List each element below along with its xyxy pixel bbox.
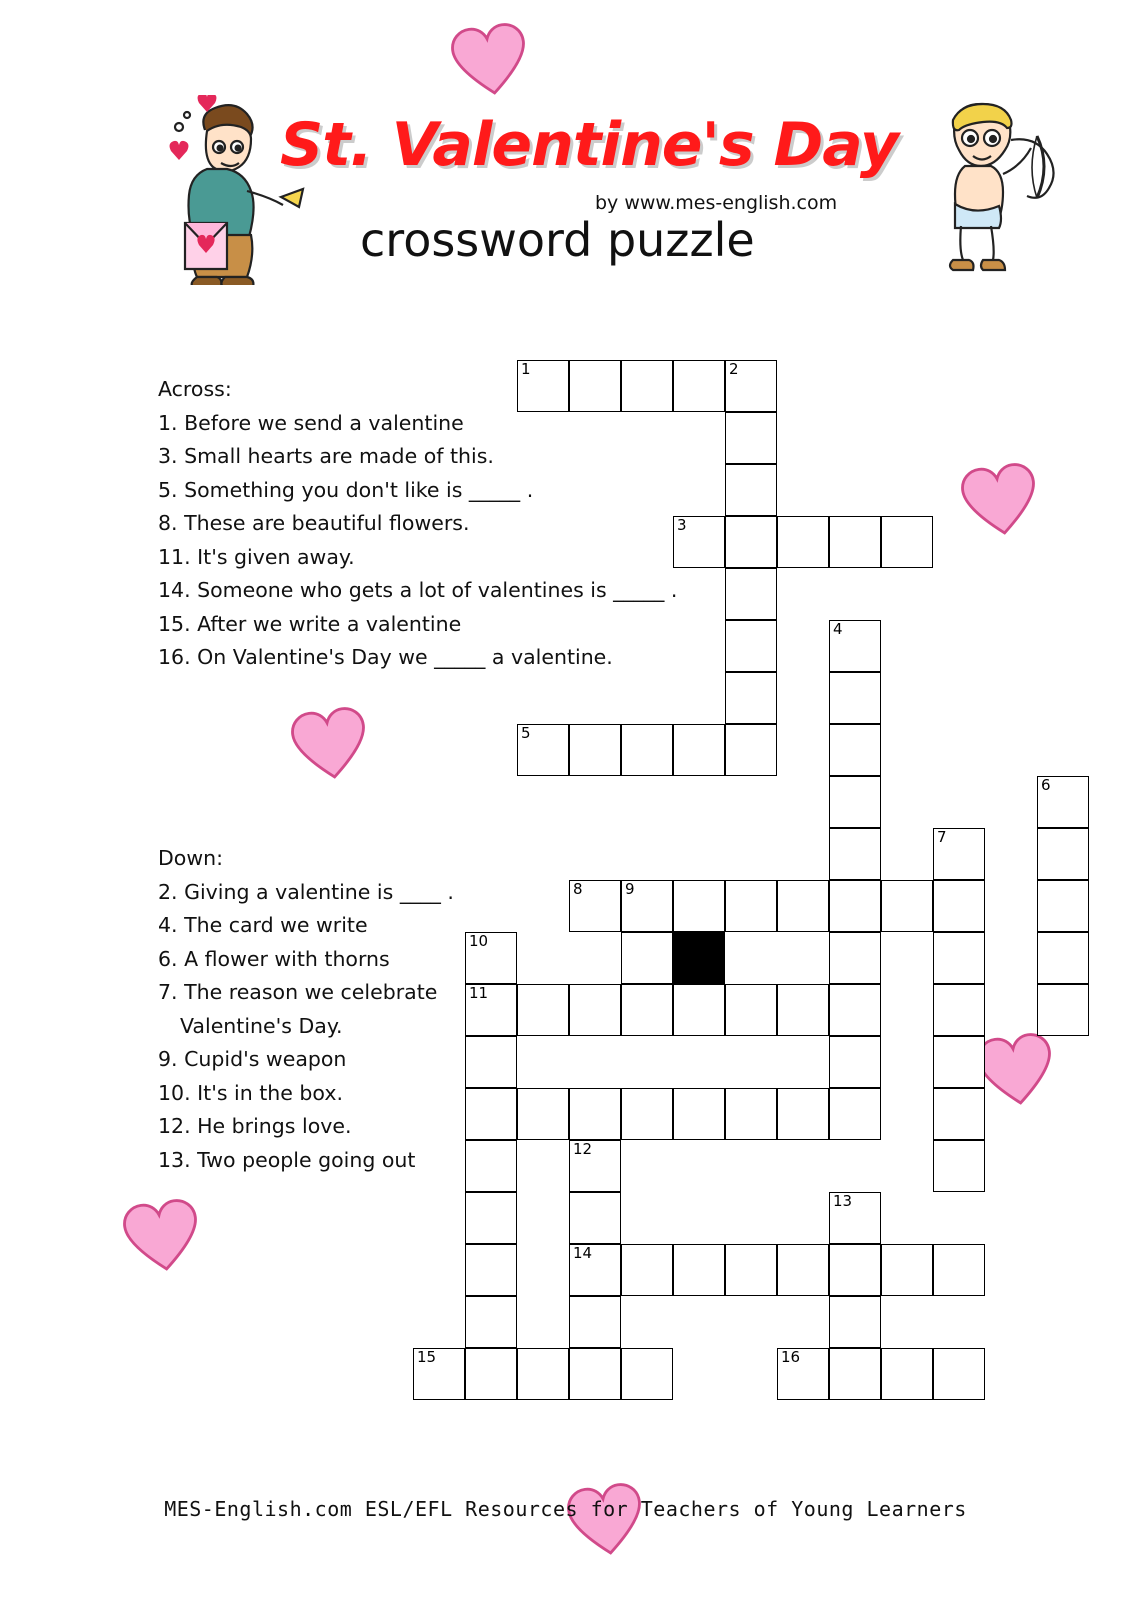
- grid-cell[interactable]: [673, 984, 725, 1036]
- across-clue: 16. On Valentine's Day we _____ a valentine.: [158, 645, 613, 669]
- down-clue: 4. The card we write: [158, 913, 368, 937]
- grid-cell[interactable]: [1037, 984, 1089, 1036]
- grid-cell-number: 5: [521, 724, 531, 742]
- across-clue: 3. Small hearts are made of this.: [158, 444, 494, 468]
- grid-cell[interactable]: [829, 1296, 881, 1348]
- grid-cell-number: 13: [833, 1192, 853, 1210]
- down-heading: Down:: [158, 846, 223, 870]
- grid-cell-number: 1: [521, 360, 531, 378]
- down-clue: 12. He brings love.: [158, 1114, 352, 1138]
- grid-cell[interactable]: [933, 880, 985, 932]
- grid-cell[interactable]: [933, 1140, 985, 1192]
- page-subtitle: crossword puzzle: [360, 213, 755, 267]
- grid-cell[interactable]: [621, 1244, 673, 1296]
- down-clue: 9. Cupid's weapon: [158, 1047, 347, 1071]
- grid-cell-blocked: [673, 932, 725, 984]
- grid-cell[interactable]: [725, 568, 777, 620]
- grid-cell[interactable]: [933, 984, 985, 1036]
- grid-cell[interactable]: [725, 412, 777, 464]
- grid-cell[interactable]: [673, 724, 725, 776]
- grid-cell-number: 3: [677, 516, 687, 534]
- grid-cell-number: 16: [781, 1348, 801, 1366]
- grid-cell[interactable]: [1037, 880, 1089, 932]
- grid-cell[interactable]: [465, 1088, 517, 1140]
- grid-cell[interactable]: [517, 724, 569, 776]
- grid-cell[interactable]: [673, 516, 725, 568]
- grid-cell[interactable]: [569, 1088, 621, 1140]
- grid-cell[interactable]: [725, 1088, 777, 1140]
- across-clue: 5. Something you don't like is _____ .: [158, 477, 534, 502]
- grid-cell[interactable]: [621, 1088, 673, 1140]
- grid-cell[interactable]: [829, 672, 881, 724]
- grid-cell[interactable]: [829, 1036, 881, 1088]
- grid-cell[interactable]: [673, 880, 725, 932]
- grid-cell[interactable]: [621, 724, 673, 776]
- grid-cell[interactable]: [829, 1244, 881, 1296]
- grid-cell[interactable]: [933, 932, 985, 984]
- grid-cell[interactable]: [829, 516, 881, 568]
- across-clue: 1. Before we send a valentine: [158, 410, 464, 435]
- grid-cell[interactable]: [1037, 932, 1089, 984]
- grid-cell[interactable]: [725, 672, 777, 724]
- grid-cell[interactable]: [413, 1348, 465, 1400]
- grid-cell[interactable]: [881, 1244, 933, 1296]
- down-clue: 10. It's in the box.: [158, 1080, 343, 1105]
- byline: by www.mes-english.com: [595, 192, 838, 214]
- down-clue: 13. Two people going out: [158, 1147, 416, 1172]
- grid-cell[interactable]: [725, 620, 777, 672]
- grid-cell[interactable]: [465, 1036, 517, 1088]
- grid-cell[interactable]: [569, 1296, 621, 1348]
- footer: MES-English.com ESL/EFL Resources for Teachers of Young Learners: [164, 1497, 967, 1521]
- grid-cell[interactable]: [517, 1088, 569, 1140]
- grid-cell-number: 4: [833, 620, 843, 638]
- grid-cell[interactable]: [933, 1036, 985, 1088]
- grid-cell[interactable]: [621, 932, 673, 984]
- grid-cell[interactable]: [569, 1140, 621, 1192]
- grid-cell[interactable]: [465, 932, 517, 984]
- down-clue-continuation: Valentine's Day.: [180, 1013, 343, 1038]
- grid-cell[interactable]: [725, 724, 777, 776]
- grid-cell-number: 11: [469, 984, 489, 1002]
- grid-cell[interactable]: [569, 1348, 621, 1400]
- grid-cell[interactable]: [569, 984, 621, 1036]
- grid-cell-number: 7: [937, 828, 947, 846]
- grid-cell[interactable]: [1037, 776, 1089, 828]
- grid-cell[interactable]: [569, 1244, 621, 1296]
- grid-cell[interactable]: [725, 516, 777, 568]
- grid-cell[interactable]: [829, 620, 881, 672]
- grid-cell-number: 8: [573, 880, 583, 898]
- grid-cell[interactable]: [1037, 828, 1089, 880]
- across-heading: Across:: [158, 377, 232, 401]
- grid-cell[interactable]: [621, 984, 673, 1036]
- grid-cell[interactable]: [569, 360, 621, 412]
- down-clue: 7. The reason we celebrate: [158, 980, 438, 1004]
- grid-cell[interactable]: [829, 1192, 881, 1244]
- grid-cell[interactable]: [933, 1244, 985, 1296]
- grid-cell[interactable]: [465, 1192, 517, 1244]
- grid-cell[interactable]: [777, 516, 829, 568]
- grid-cell[interactable]: [829, 1348, 881, 1400]
- grid-cell[interactable]: [829, 776, 881, 828]
- grid-cell-number: 9: [625, 880, 635, 898]
- grid-cell[interactable]: [881, 880, 933, 932]
- grid-cell[interactable]: [933, 1088, 985, 1140]
- grid-cell[interactable]: [725, 360, 777, 412]
- grid-cell[interactable]: [777, 1348, 829, 1400]
- grid-cell[interactable]: [725, 1244, 777, 1296]
- down-clue: 6. A flower with thorns: [158, 946, 390, 971]
- grid-cell-number: 15: [417, 1348, 437, 1366]
- grid-cell[interactable]: [881, 1348, 933, 1400]
- page-title: St. Valentine's Day: [280, 110, 899, 180]
- grid-cell[interactable]: [621, 1348, 673, 1400]
- grid-cell[interactable]: [517, 1348, 569, 1400]
- grid-cell[interactable]: [621, 360, 673, 412]
- grid-cell[interactable]: [829, 880, 881, 932]
- grid-cell[interactable]: [777, 984, 829, 1036]
- grid-cell[interactable]: [933, 1348, 985, 1400]
- grid-cell[interactable]: [725, 984, 777, 1036]
- grid-cell[interactable]: [517, 984, 569, 1036]
- across-clue: 11. It's given away.: [158, 544, 355, 569]
- grid-cell[interactable]: [725, 464, 777, 516]
- across-clue: 14. Someone who gets a lot of valentines is _____ .: [158, 578, 678, 602]
- grid-cell[interactable]: [829, 828, 881, 880]
- grid-cell[interactable]: [517, 360, 569, 412]
- grid-cell[interactable]: [465, 984, 517, 1036]
- grid-cell-number: 12: [573, 1140, 593, 1158]
- grid-cell-number: 2: [729, 360, 739, 378]
- grid-cell[interactable]: [777, 1088, 829, 1140]
- grid-cell[interactable]: [725, 880, 777, 932]
- down-clue: 2. Giving a valentine is ____ .: [158, 879, 454, 904]
- grid-cell[interactable]: [569, 880, 621, 932]
- grid-cell[interactable]: [777, 1244, 829, 1296]
- grid-cell[interactable]: [881, 516, 933, 568]
- grid-cell-number: 6: [1041, 776, 1051, 794]
- grid-cell[interactable]: [569, 724, 621, 776]
- grid-cell[interactable]: [933, 828, 985, 880]
- grid-cell[interactable]: [465, 1140, 517, 1192]
- grid-cell[interactable]: [829, 724, 881, 776]
- grid-cell[interactable]: [569, 1192, 621, 1244]
- grid-cell[interactable]: [829, 932, 881, 984]
- grid-cell[interactable]: [673, 1088, 725, 1140]
- grid-cell[interactable]: [829, 1088, 881, 1140]
- grid-cell[interactable]: [465, 1296, 517, 1348]
- grid-cell[interactable]: [465, 1244, 517, 1296]
- grid-cell-number: 14: [573, 1244, 593, 1262]
- grid-cell[interactable]: [829, 984, 881, 1036]
- across-clue: 8. These are beautiful flowers.: [158, 511, 470, 535]
- grid-cell[interactable]: [621, 880, 673, 932]
- grid-cell[interactable]: [777, 880, 829, 932]
- grid-cell[interactable]: [465, 1348, 517, 1400]
- grid-cell-number: 10: [469, 932, 489, 950]
- grid-cell[interactable]: [673, 360, 725, 412]
- across-clue: 15. After we write a valentine: [158, 611, 462, 636]
- grid-cell[interactable]: [673, 1244, 725, 1296]
